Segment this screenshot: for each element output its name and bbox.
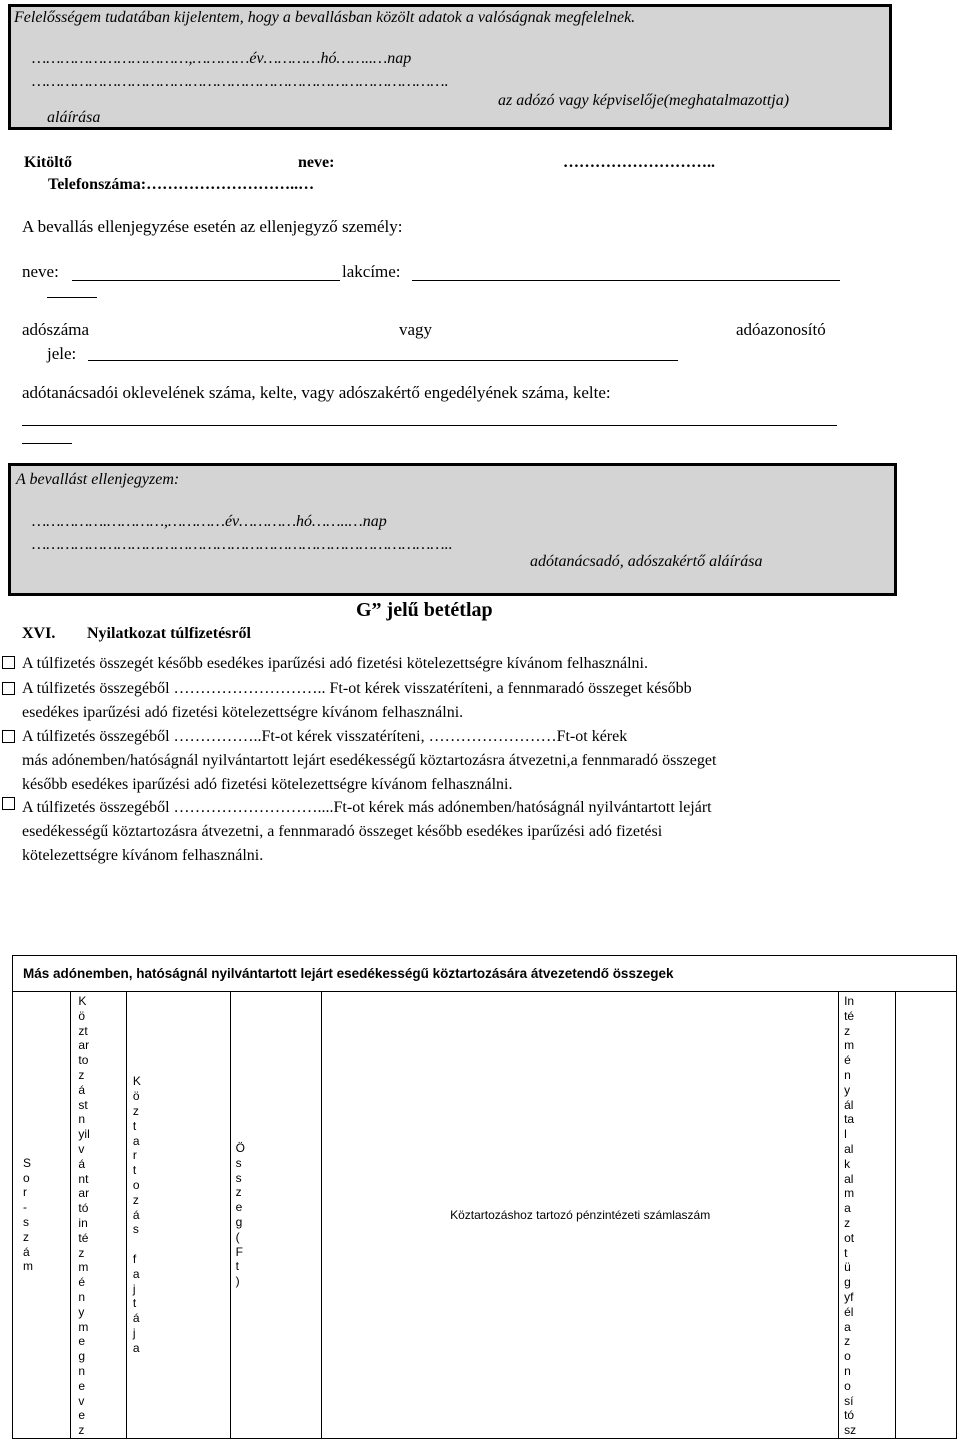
countersign-jele-label: jele: — [47, 344, 77, 363]
option-4-line-1: A túlfizetés összegéből ………………………....Ft-ot kérek más adónemben/hatóságnál nyilvántartott lejárt — [22, 799, 712, 816]
countersign-adoazonosito-label: adóazonosító — [736, 320, 826, 339]
countersign-okleveles-line-2[interactable] — [22, 443, 72, 444]
countersign-lakcime-line-2[interactable] — [47, 297, 97, 298]
countersign-box-dots[interactable]: …………………………………………………………………………….. — [32, 536, 453, 553]
col-intezmeny-label: In té z m é n y ál ta l al k al m a z ot t ü g yf él a z o n o sí tó sz — [844, 994, 857, 1438]
countersign-jele-line[interactable] — [88, 360, 678, 361]
option-1-text: A túlfizetés összegét később esedékes iparűzési adó fizetési kötelezettségre kívánom felhasználni. — [22, 655, 648, 672]
countersign-lakcime-line[interactable] — [412, 280, 840, 281]
col-koztartozas-nyilvantarto-label: K ö zt ar to z á st n yil v á nt ar tó in té z m é n y m e g n e v e z — [78, 994, 90, 1438]
countersign-okleveles-label: adótanácsadói oklevelének száma, kelte, vagy adószakértő engedélyének száma, kelte: — [22, 383, 611, 402]
countersign-box-signature: adótanácsadó, adószakértő aláírása — [530, 553, 763, 570]
option-3-checkbox[interactable] — [2, 730, 15, 743]
option-4-line-3: kötelezettségre kívánom felhasználni. — [22, 847, 264, 864]
filler-kitolto: Kitöltő — [24, 154, 72, 171]
col-osszeg — [230, 992, 322, 1439]
col-osszeg-label: Ö s s z e g ( F t ) — [235, 1140, 245, 1289]
countersign-box-date-line[interactable]: …………….…………,…………év…………hó……..…nap — [32, 513, 387, 530]
col-sorszam-label: S o r - s z á m — [23, 1155, 33, 1274]
countersign-neve-line[interactable] — [72, 280, 340, 281]
col-sorszam — [13, 992, 71, 1439]
option-1-checkbox[interactable] — [2, 656, 15, 669]
table-title: Más adónemben, hatóságnál nyilvántartott lejárt esedékességű köztartozására átvezetendő összegek — [23, 965, 674, 981]
declaration-signature-label: aláírása — [47, 109, 101, 126]
option-3-line-3: később esedékes iparűzési adó fizetési kötelezettségre kívánom felhasználni. — [22, 776, 513, 793]
col-koztartozas-nyilvantarto — [71, 992, 126, 1439]
filler-neve-dots[interactable]: ……………………….. — [563, 154, 715, 171]
option-2-checkbox[interactable] — [2, 682, 15, 695]
col-empty — [895, 992, 957, 1439]
col-koztartozas-fajtaja-label: K ö z t a r t o z á s f a j t á j a — [132, 1074, 141, 1355]
filler-telefon[interactable]: Telefonszáma:………………………..… — [48, 176, 315, 193]
transfer-table — [12, 955, 957, 1439]
option-2-line-2: esedékes iparűzési adó fizetési kötelezettségre kívánom felhasználni. — [22, 704, 464, 721]
countersign-lakcime-label: lakcíme: — [342, 262, 401, 281]
option-3-line-1: A túlfizetés összegéből ……………..Ft-ot kérek visszatéríteni, ……………………Ft-ot kérek — [22, 728, 628, 745]
option-4-line-2: esedékességű köztartozásra átvezetni, a fennmaradó összeget később esedékes iparűzési adó fizetési — [22, 823, 663, 840]
countersign-vagy-label: vagy — [399, 320, 433, 339]
col-koztartozas-fajtaja — [126, 992, 230, 1439]
table-title-cell — [13, 956, 957, 992]
countersign-box-label: A bevallást ellenjegyzem: — [16, 471, 180, 488]
filler-neve-label: neve: — [298, 154, 335, 171]
declaration-date-line[interactable]: ……………………………,…………év…………hó……..…nap — [32, 50, 412, 67]
section-number: XVI. — [22, 625, 56, 642]
declaration-statement: Felelősségem tudatában kijelentem, hogy a bevallásban közölt adatok a valóságnak megfelelnek. — [14, 9, 636, 26]
col-szamlaszam-label: Köztartozáshoz tartozó pénzintézeti számlaszám — [450, 1207, 711, 1222]
declaration-signer: az adózó vagy képviselője(meghatalmazottja) — [498, 92, 790, 109]
countersign-adoszama-label: adószáma — [22, 320, 90, 339]
option-4-checkbox[interactable] — [2, 797, 15, 810]
countersign-heading: A bevallás ellenjegyzése esetén az ellenjegyző személy: — [22, 217, 403, 236]
option-2-line-1: A túlfizetés összegéből ……………………….. Ft-ot kérek visszatéríteni, a fennmaradó összeget később — [22, 680, 692, 697]
col-szamlaszam — [322, 992, 839, 1439]
countersign-okleveles-line[interactable] — [22, 425, 837, 426]
section-title: Nyilatkozat túlfizetésről — [87, 625, 251, 642]
option-3-line-2: más adónemben/hatóságnál nyilvántartott lejárt esedékességű köztartozásra átvezetni,a fennmaradó összeget — [22, 752, 717, 769]
declaration-signature-dots[interactable]: ……………………………………………………………………………. — [32, 73, 449, 90]
countersign-neve-label: neve: — [22, 262, 59, 281]
g-sheet-title: G” jelű betétlap — [356, 599, 493, 621]
col-intezmeny — [839, 992, 895, 1439]
